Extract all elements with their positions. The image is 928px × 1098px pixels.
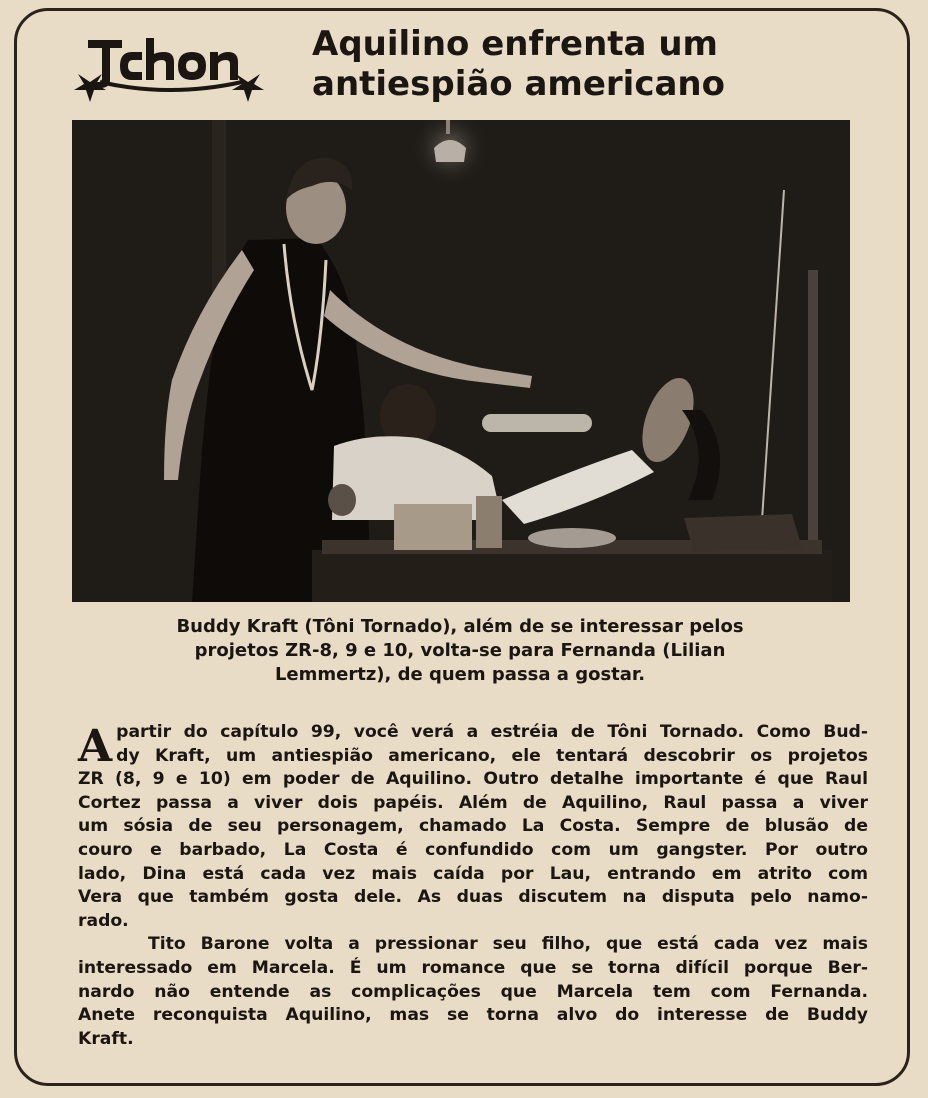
headline-line-1: Aquilino enfrenta um — [312, 24, 718, 64]
article-line: Tito Barone volta a pressionar seu filho, que está cada vez mais — [148, 934, 868, 955]
article-line: lado, Dina está cada vez mais caída por Lau, entrando em atrito com — [78, 863, 868, 884]
scene-photo — [72, 120, 850, 602]
article-line: Kraft. — [78, 1028, 134, 1049]
article-line: Anete reconquista Aquilino, mas se torna alvo do interesse de Buddy — [78, 1005, 868, 1026]
article-paragraph-1 — [78, 721, 868, 933]
article-line: Vera que também gosta dele. As duas discutem na disputa pelo namo- — [78, 887, 868, 908]
article-line: couro e barbado, La Costa é confundido com um gangster. Por outro — [78, 839, 868, 860]
caption-line-2: projetos ZR-8, 9 e 10, volta-se para Fernanda (Lilian — [194, 640, 726, 661]
article-paragraph-2 — [78, 933, 868, 1051]
article-line: rado. — [78, 910, 129, 931]
article-body — [78, 721, 868, 1051]
article-line: um sósia de seu personagem, chamado La Costa. Sempre de blusão de — [78, 816, 868, 837]
headline-line-2: antiespião americano — [312, 64, 725, 104]
photo-caption — [110, 615, 810, 687]
tchan-logo — [70, 26, 270, 110]
article-line: interessado em Marcela. É um romance que se torna difícil porque Ber- — [78, 957, 868, 978]
headline — [312, 24, 872, 104]
article-line: Cortez passa a viver dois papéis. Além de Aquilino, Raul passa a viver — [78, 792, 868, 813]
drop-cap: A — [78, 721, 113, 772]
caption-line-3: Lemmertz), de quem passa a gostar. — [274, 664, 646, 685]
article-line: partir do capítulo 99, você verá a estréia de Tôni Tornado. Como Bud- — [116, 722, 868, 742]
article-line: ZR (8, 9 e 10) em poder de Aquilino. Outro detalhe importante é que Raul — [78, 769, 868, 790]
article-line: nardo não entende as complicações que Marcela tem com Fernanda. — [78, 981, 868, 1002]
caption-line-1: Buddy Kraft (Tôni Tornado), além de se interessar pelos — [176, 616, 744, 637]
article-line: dy Kraft, um antiespião americano, ele tentará descobrir os projetos — [116, 745, 868, 766]
